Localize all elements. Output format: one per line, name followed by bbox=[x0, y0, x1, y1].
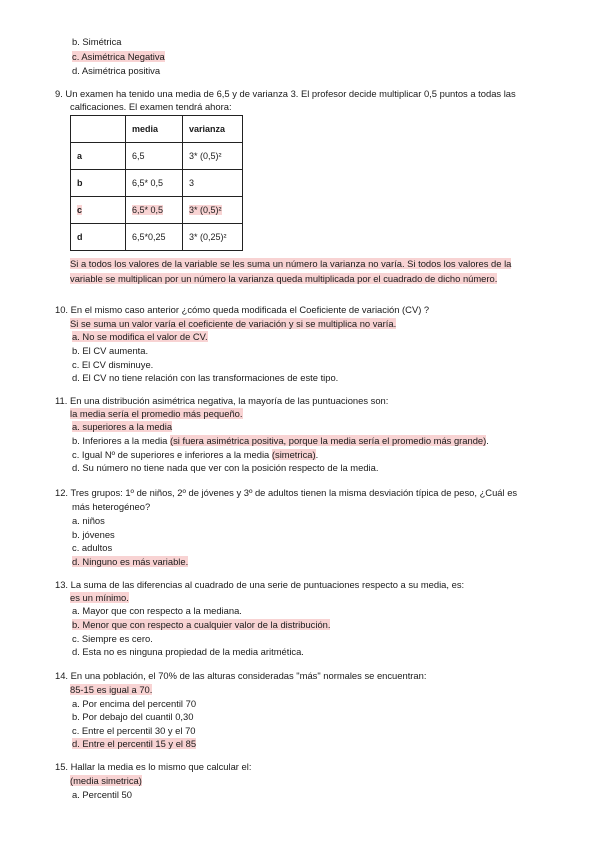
q9-table-row bbox=[71, 170, 243, 197]
q14-note-text: 85-15 es igual a 70. bbox=[70, 684, 153, 695]
q10-note-text: Si se suma un valor varía el coeficiente de variación y si se multiplica no varía. bbox=[70, 318, 397, 329]
q13-option-c: c. Siempre es cero. bbox=[72, 633, 153, 644]
q9-row-label: b bbox=[71, 170, 126, 197]
q10-option-a bbox=[72, 331, 208, 343]
q11-option-a bbox=[72, 421, 172, 433]
q9-question-line2: calficaciones. El examen tendrá ahora: bbox=[70, 101, 232, 112]
q9-table-row-highlighted bbox=[71, 197, 243, 224]
q11-note bbox=[70, 408, 243, 420]
q9-row-label: a bbox=[71, 143, 126, 170]
q11-question: 11. En una distribución asimétrica negativa, la mayoría de las puntuaciones son: bbox=[55, 395, 389, 406]
q9-question-line1: 9. Un examen ha tenido una media de 6,5 y de varianza 3. El profesor decide multiplicar 0,5 puntos a todas las bbox=[55, 88, 516, 99]
q11-option-b-end: . bbox=[486, 435, 489, 446]
q9-answer-line1-text: Si a todos los valores de la variable se les suma un número la varianza no varía. Si todos los valores de la bbox=[70, 258, 512, 269]
q9-row-varianza: 3* (0,5)² bbox=[183, 143, 243, 170]
q12-question-line2: más heterogéneo? bbox=[72, 501, 151, 512]
q14-option-c: c. Entre el percentil 30 y el 70 bbox=[72, 725, 196, 736]
q8-option-c-text: c. Asimétrica Negativa bbox=[72, 51, 165, 62]
q9-row-label-text: c bbox=[77, 205, 83, 215]
q9-header-varianza: varianza bbox=[183, 116, 243, 143]
q8-option-d: d. Asimétrica positiva bbox=[72, 65, 161, 76]
q12-option-d-text: d. Ninguno es más variable. bbox=[72, 556, 189, 567]
q13-option-b-text: b. Menor que con respecto a cualquier valor de la distribución. bbox=[72, 619, 331, 630]
q12-option-c: c. adultos bbox=[72, 542, 113, 553]
q9-table-row bbox=[71, 143, 243, 170]
q9-header-cell bbox=[71, 116, 126, 143]
q11-option-c-text: c. Igual Nº de superiores e inferiores a la media bbox=[72, 449, 272, 460]
q11-note-text: la media sería el promedio más pequeño. bbox=[70, 408, 243, 419]
q9-row-media: 6,5*0,25 bbox=[126, 224, 183, 251]
q13-option-d: d. Esta no es ninguna propiedad de la media aritmética. bbox=[72, 646, 304, 657]
q9-row-media: 6,5* 0,5 bbox=[126, 170, 183, 197]
q9-row-media bbox=[126, 197, 183, 224]
q14-option-a: a. Por encima del percentil 70 bbox=[72, 698, 197, 709]
q9-table-header bbox=[71, 116, 243, 143]
q11-option-c bbox=[72, 449, 318, 461]
q11-option-b-text: b. Inferiores a la media bbox=[72, 435, 170, 446]
q9-row-media: 6,5 bbox=[126, 143, 183, 170]
q9-table-row bbox=[71, 224, 243, 251]
q9-answer-line1 bbox=[70, 258, 511, 270]
q14-note bbox=[70, 684, 152, 696]
q15-question: 15. Hallar la media es lo mismo que calcular el: bbox=[55, 761, 252, 772]
q11-option-a-text: a. superiores a la media bbox=[72, 421, 173, 432]
q12-question-line1: 12. Tres grupos: 1º de niños, 2º de jóvenes y 3º de adultos tienen la misma desviación típica de peso, ¿Cuál es bbox=[55, 487, 518, 498]
q9-row-label: d bbox=[71, 224, 126, 251]
q11-option-d: d. Su número no tiene nada que ver con la posición respecto de la media. bbox=[72, 462, 379, 473]
q15-option-a: a. Percentil 50 bbox=[72, 789, 132, 800]
q10-option-c: c. El CV disminuye. bbox=[72, 359, 154, 370]
q13-note bbox=[70, 592, 129, 604]
q11-option-c-highlight: (simetrica) bbox=[271, 449, 316, 460]
q10-option-b: b. El CV aumenta. bbox=[72, 345, 149, 356]
q9-row-varianza bbox=[183, 197, 243, 224]
q15-note-text: (media simetrica) bbox=[70, 775, 142, 786]
q9-row-label bbox=[71, 197, 126, 224]
q14-option-b: b. Por debajo del cuantil 0,30 bbox=[72, 711, 194, 722]
q8-option-c bbox=[72, 51, 165, 63]
q9-row-varianza: 3 bbox=[183, 170, 243, 197]
q12-option-d bbox=[72, 556, 188, 568]
q10-question: 10. En el mismo caso anterior ¿cómo queda modificada el Coeficiente de variación (CV) ? bbox=[55, 304, 430, 315]
q9-row-varianza: 3* (0,25)² bbox=[183, 224, 243, 251]
q12-option-b: b. jóvenes bbox=[72, 529, 115, 540]
q9-answer-line2-text: variable se multiplican por un número la varianza queda multiplicada por el cuadrado de dicho número. bbox=[70, 273, 498, 284]
q14-option-d-text: d. Entre el percentil 15 y el 85 bbox=[72, 738, 197, 749]
q9-header-media: media bbox=[126, 116, 183, 143]
q9-row-media-text: 6,5* 0,5 bbox=[132, 205, 164, 215]
q9-row-varianza-text: 3* (0,5)² bbox=[189, 205, 222, 215]
q13-option-a: a. Mayor que con respecto a la mediana. bbox=[72, 605, 242, 616]
q10-option-d: d. El CV no tiene relación con las transformaciones de este tipo. bbox=[72, 372, 339, 383]
q9-table bbox=[70, 115, 243, 251]
q14-question: 14. En una población, el 70% de las alturas consideradas "más" normales se encuentran: bbox=[55, 670, 427, 681]
q8-option-b: b. Simétrica bbox=[72, 36, 122, 47]
q13-option-b bbox=[72, 619, 330, 631]
q13-question: 13. La suma de las diferencias al cuadrado de una serie de puntuaciones respecto a su media, es: bbox=[55, 579, 465, 590]
q11-option-c-end: . bbox=[315, 449, 319, 460]
q15-note bbox=[70, 775, 142, 787]
q11-option-b-highlight: (si fuera asimétrica positiva, porque la media sería el promedio más grande) bbox=[169, 435, 487, 446]
q9-answer-line2 bbox=[70, 273, 497, 285]
q13-note-text: es un mínimo. bbox=[70, 592, 129, 603]
q10-note bbox=[70, 318, 396, 330]
q11-option-b bbox=[72, 435, 489, 447]
q10-option-a-text: a. No se modifica el valor de CV. bbox=[72, 331, 208, 342]
q14-option-d bbox=[72, 738, 196, 750]
q12-option-a: a. niños bbox=[72, 515, 105, 526]
